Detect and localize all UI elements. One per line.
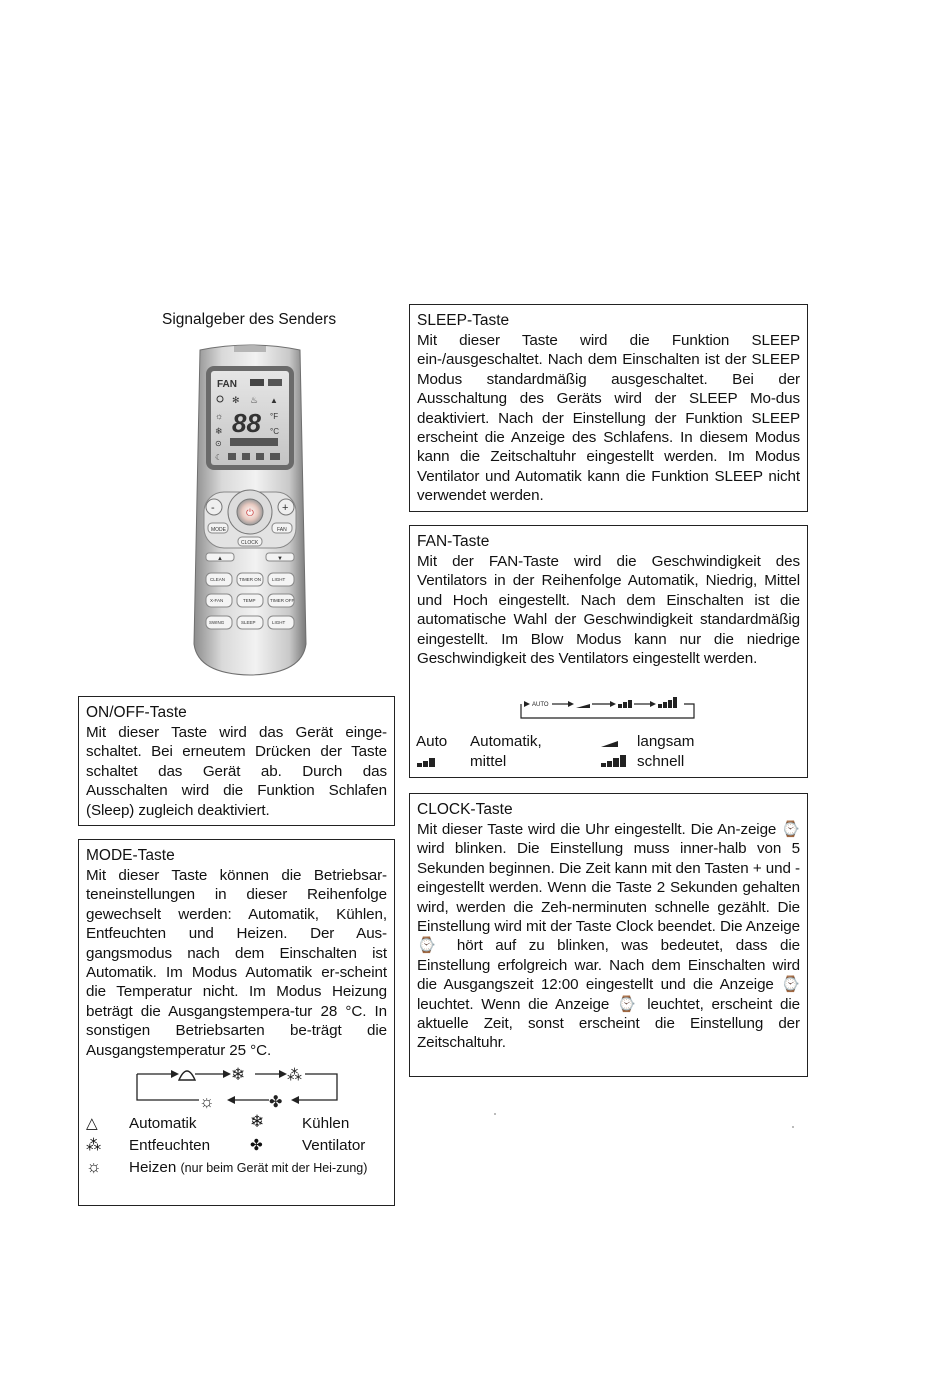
fast-speed-icon	[600, 755, 632, 768]
svg-text:▲: ▲	[217, 556, 223, 562]
fan-mode-icon: ✤	[269, 1094, 283, 1111]
svg-text:▲: ▲	[270, 396, 278, 405]
clean-button: CLEAN	[210, 577, 226, 582]
dry-legend-label: Entfeuchten	[129, 1137, 211, 1154]
lcd-temp-digits: 88	[232, 408, 261, 438]
onoff-title: ON/OFF-Taste	[86, 704, 187, 721]
minus-button: -	[211, 502, 215, 514]
xfan-button: X-FAN	[210, 598, 224, 603]
cool-icon: ❄	[231, 1065, 246, 1084]
svg-text:♨: ♨	[250, 395, 259, 405]
mode-legend	[86, 1114, 386, 1202]
fan-medium-icon	[618, 700, 632, 708]
heat-legend-icon: ☼	[86, 1157, 102, 1176]
svg-text:⏻: ⏻	[246, 508, 254, 519]
clock-button: CLOCK	[241, 540, 259, 546]
fan-legend	[416, 732, 796, 772]
scan-speck	[494, 1113, 496, 1115]
fan-legend-medium: mittel	[470, 753, 507, 770]
fan-text: Mit der FAN-Taste wird die Geschwindigkeit des Ventilators in der Reihenfolge Automatik, Niedrig, Mittel und Hoch eingestellt. Nach dem Einschalten ist die automatische Wahl der Geschwindigkeit standardmäßig eingestellt. Im Blow Modus kann nur die niedrige Geschwindigkeit des Ventilators eingestellt werden.	[417, 553, 800, 668]
light-button-top: LIGHT	[272, 577, 286, 582]
lcd-mode-text: FAN	[217, 379, 237, 390]
fan-title: FAN-Taste	[417, 533, 490, 550]
fan-legend-auto-text: Automatik,	[470, 733, 542, 750]
clock-text: Mit dieser Taste wird die Uhr eingestellt. Die An-zeige ⌚ wird blinken. Die Einstellung muss inner-halb von 5 Sekunden beginnen. Die Zeit kann mit den Tasten + und - eingestellt werden. Wenn die Taste 2 Sekunden gehalten wird, werden die Zeh-nerminuten schnelle gezählt. Die Einstellung wird mit der Taste Clock beendet. Die Anzeige ⌚ hört auf zu blinken, was bedeutet, dass die Einstellung erfolgreich war. Nach dem Einschalten wird die Ausgangszeit 12:00 eingestellt und die Anzeige ⌚ leuchtet. Wenn die Anzeige ⌚ leuchtet, erscheint die aktuelle Zeit, sonst erscheint die Einstellung der Zeitschaltuhr.	[417, 821, 800, 1052]
timer-off-button: TIMER OFF	[270, 598, 295, 603]
auto-legend-icon: △	[86, 1115, 98, 1132]
mode-button: MODE	[211, 527, 226, 533]
remote-caption: Signalgeber des Senders	[162, 311, 337, 328]
fan-button: FAN	[277, 527, 287, 533]
svg-text:▼: ▼	[277, 556, 283, 562]
heat-legend-label: Heizen	[129, 1159, 177, 1176]
fan-legend-label: Ventilator	[302, 1137, 366, 1154]
mode-title: MODE-Taste	[86, 847, 175, 864]
sleep-section	[409, 304, 808, 512]
fan-legend-slow: langsam	[637, 733, 695, 750]
fan-low-icon	[576, 704, 590, 708]
lcd-unit-c: °C	[270, 427, 279, 436]
fan-legend-fast: schnell	[637, 753, 685, 770]
auto-legend-label: Automatik	[129, 1115, 197, 1132]
clock-title: CLOCK-Taste	[417, 801, 513, 818]
scan-speck	[792, 1126, 794, 1128]
auto-icon	[179, 1071, 195, 1080]
slow-speed-icon	[600, 738, 620, 748]
remote-control-illustration	[190, 344, 310, 676]
fan-diagram-auto: AUTO	[532, 702, 549, 708]
medium-speed-icon	[416, 756, 440, 768]
onoff-section	[78, 696, 395, 826]
mode-cycle-diagram	[135, 1060, 345, 1115]
fan-legend-icon: ✤	[250, 1137, 263, 1154]
svg-text:❄: ❄	[215, 426, 223, 436]
clock-section	[409, 793, 808, 1077]
svg-text:✻: ✻	[232, 395, 240, 405]
heat-icon: ☼	[199, 1092, 215, 1111]
plus-button: +	[282, 502, 289, 514]
onoff-text: Mit dieser Taste wird das Gerät einge-schaltet. Bei erneutem Drücken der Taste schaltet das Gerät ab. Durch das Ausschalten wird die Funktion Schlafen (Sleep) zugleich deaktiviert.	[86, 724, 387, 819]
svg-text:☾: ☾	[215, 453, 223, 462]
svg-text:☼: ☼	[215, 411, 224, 421]
dry-icon: ⁂	[287, 1067, 302, 1084]
sleep-text: Mit dieser Taste wird die Funktion SLEEP ein-/ausgeschaltet. Nach dem Einschalten ist der SLEEP Modus standardmäßig ausgeschaltet. Bei der Ausschaltung des Geräts wird der SLEEP Mo-dus deaktiviert. Nach der Einstellung der Funktion SLEEP erscheint die Anzeige des Schlafens. In diesem Modus kann die Zeitschaltuhr eingestellt werden. Im Modus Ventilator und Automatik kann die Funktion SLEEP nicht verwendet werden.	[417, 332, 800, 505]
cool-legend-icon: ❄	[250, 1112, 265, 1131]
light-button-bottom: LIGHT	[272, 620, 286, 625]
sleep-button: SLEEP	[241, 620, 256, 625]
lcd-unit-f: °F	[270, 412, 279, 421]
fan-high-icon	[658, 697, 677, 708]
svg-text:⊙: ⊙	[215, 439, 222, 448]
heat-legend-note: (nur beim Gerät mit der Hei-zung)	[180, 1161, 368, 1175]
cool-legend-label: Kühlen	[302, 1115, 350, 1132]
temp-button: TEMP	[243, 598, 256, 603]
fan-legend-auto-label: Auto	[416, 733, 448, 750]
fan-speed-diagram	[518, 694, 698, 724]
dry-legend-icon: ⁂	[86, 1137, 102, 1154]
mode-text: Mit dieser Taste können die Betriebsar-teneinstellungen in dieser Reihenfolge gewechselt werden: Automatik, Kühlen, Entfeuchten und Heizen. Der Aus-gangsmodus nach dem Einschalten ist Automatik. Im Modus Automatik er-scheint die Temperatur nicht. Im Modus Heizung beträgt die Ausgangstempera-tur 28 °C. In sonstigen Betriebsarten be-trägt die Ausgangstemperatur 25 °C.	[86, 867, 387, 1059]
sleep-title: SLEEP-Taste	[417, 312, 510, 329]
timer-on-button: TIMER ON	[239, 577, 261, 582]
swing-button: SWING	[209, 620, 225, 625]
